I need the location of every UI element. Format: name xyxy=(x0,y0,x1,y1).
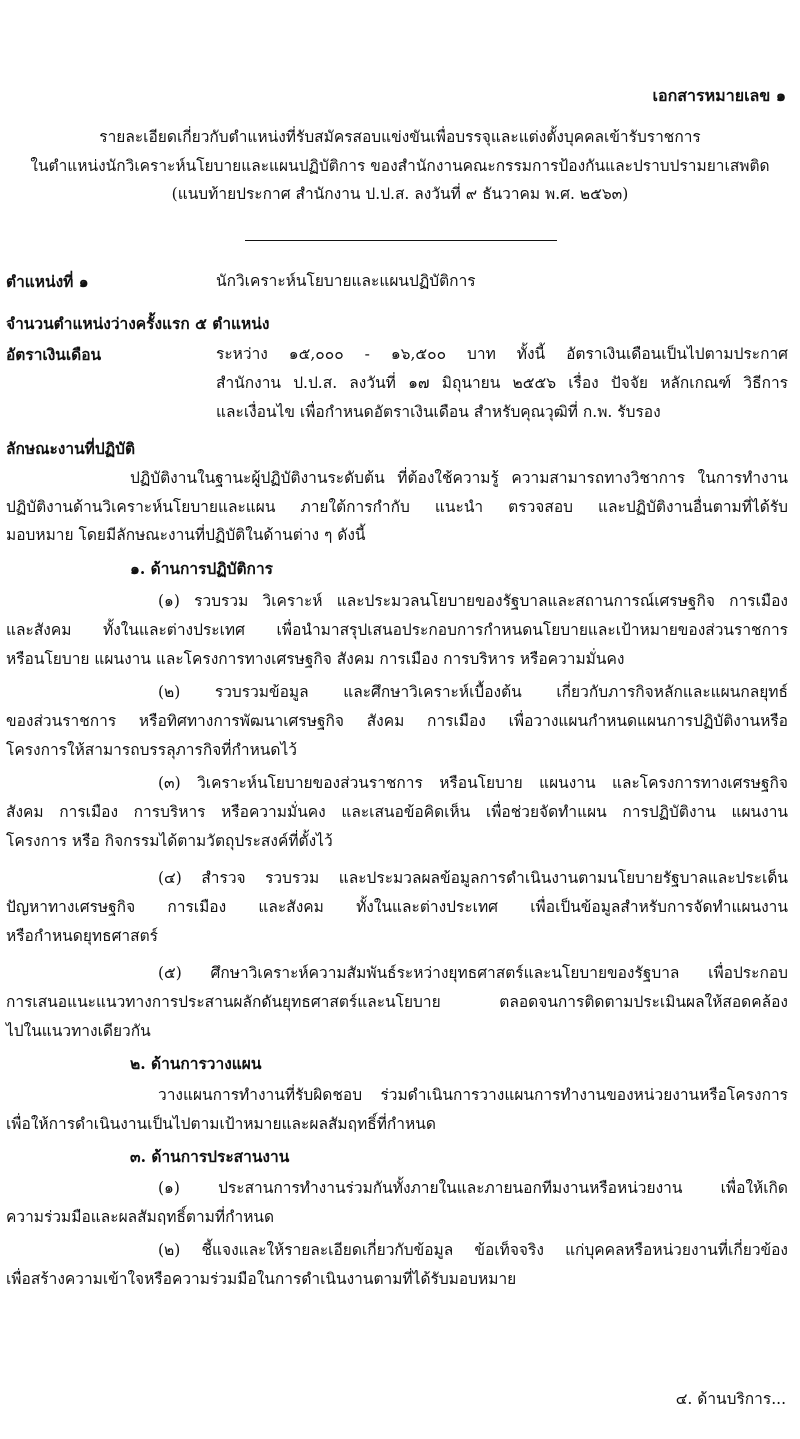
section-2-heading: ๒. ด้านการวางแผน xyxy=(130,1054,262,1073)
section-1-p3-line-3: โครงการ หรือ กิจกรรมได้ตามวัตถุประสงค์ที่ตั้งไว้ xyxy=(6,832,333,850)
section-1-p4-line-2: ปัญหาทางเศรษฐกิจ การเมือง และสังคม ทั้งในและต่างประเทศ เพื่อเป็นข้อมูลสำหรับการจัดทำแผนงาน xyxy=(6,898,788,916)
section-1-p1-line-1: (๑) รวบรวม วิเคราะห์ และประมวลนโยบายของรัฐบาลและสถานการณ์เศรษฐกิจ การเมือง xyxy=(158,592,788,610)
header-divider xyxy=(245,240,557,241)
header-line-3: (แนบท้ายประกาศ สำนักงาน ป.ป.ส. ลงวันที่ ๙ ธันวาคม พ.ศ. ๒๕๖๓) xyxy=(171,185,629,203)
section-1-p1-line-2: และสังคม ทั้งในและต่างประเทศ เพื่อนำมาสรุปเสนอประกอบการกำหนดนโยบายและเป้าหมายของส่วนราชการ xyxy=(6,621,788,639)
section-1-p5-line-3: ไปในแนวทางเดียวกัน xyxy=(6,1022,151,1040)
section-1-p5-line-1: (๕) ศึกษาวิเคราะห์ความสัมพันธ์ระหว่างยุทธศาสตร์และนโยบายของรัฐบาล เพื่อประกอบ xyxy=(158,964,788,982)
section-1-p5-line-2: การเสนอแนะแนวทางการประสานผลักดันยุทธศาสตร์และนโยบาย ตลอดจนการติดตามประเมินผลให้สอดคล้อง xyxy=(6,993,788,1011)
header-line-1: รายละเอียดเกี่ยวกับตำแหน่งที่รับสมัครสอบแข่งขันเพื่อบรรจุและแต่งตั้งบุคคลเข้ารับราชการ xyxy=(99,128,701,146)
job-nature-line-1: ปฏิบัติงานในฐานะผู้ปฏิบัติงานระดับต้น ที่ต้องใช้ความรู้ ความสามารถทางวิชาการ ในการทำงาน xyxy=(130,469,788,487)
position-label: ตำแหน่งที่ ๑ xyxy=(6,272,89,291)
position-value: นักวิเคราะห์นโยบายและแผนปฏิบัติการ xyxy=(216,272,476,290)
section-1-p4-line-3: หรือกำหนดยุทธศาสตร์ xyxy=(6,927,158,945)
job-nature-line-3: มอบหมาย โดยมีลักษณะงานที่ปฏิบัติในด้านต่าง ๆ ดังนี้ xyxy=(6,526,366,544)
section-1-p1-line-3: หรือนโยบาย แผนงาน และโครงการทางเศรษฐกิจ สังคม การเมือง การบริหาร หรือความมั่นคง xyxy=(6,650,625,668)
section-2-p1-line-1: วางแผนการทำงานที่รับผิดชอบ ร่วมดำเนินการวางแผนการทำงานของหน่วยงานหรือโครงการ xyxy=(158,1086,788,1104)
section-2-p1-line-2: เพื่อให้การดำเนินงานเป็นไปตามเป้าหมายและผลสัมฤทธิ์ที่กำหนด xyxy=(6,1115,436,1133)
salary-label: อัตราเงินเดือน xyxy=(6,345,102,364)
next-page-continuation: ๔. ด้านบริการ... xyxy=(675,1390,786,1408)
salary-line-2: สำนักงาน ป.ป.ส. ลงวันที่ ๑๗ มิถุนายน ๒๕๕๖ เรื่อง ปัจจัย หลักเกณฑ์ วิธีการ xyxy=(216,374,788,392)
section-1-p3-line-2: สังคม การเมือง การบริหาร หรือความมั่นคง และเสนอข้อคิดเห็น เพื่อช่วยจัดทำแผน การปฏิบัติงาน แผนงาน xyxy=(6,803,788,821)
section-1-p3-line-1: (๓) วิเคราะห์นโยบายของส่วนราชการ หรือนโยบาย แผนงาน และโครงการทางเศรษฐกิจ xyxy=(158,774,788,792)
header-line-2: ในตำแหน่งนักวิเคราะห์นโยบายและแผนปฏิบัติการ ของสำนักงานคณะกรรมการป้องกันและปราบปรามยาเสพติด xyxy=(30,157,770,175)
section-3-heading: ๓. ด้านการประสานงาน xyxy=(130,1147,290,1166)
section-1-heading: ๑. ด้านการปฏิบัติการ xyxy=(130,559,273,578)
vacancy-text: จำนวนตำแหน่งว่างครั้งแรก ๕ ตำแหน่ง xyxy=(6,314,270,333)
section-3-p1-line-2: ความร่วมมือและผลสัมฤทธิ์ตามที่กำหนด xyxy=(6,1208,275,1226)
document-number: เอกสารหมายเลข ๑ xyxy=(652,86,786,105)
section-1-p2-line-3: โครงการให้สามารถบรรลุภารกิจที่กำหนดไว้ xyxy=(6,741,297,759)
section-3-p2-line-2: เพื่อสร้างความเข้าใจหรือความร่วมมือในการดำเนินงานตามที่ได้รับมอบหมาย xyxy=(6,1270,517,1288)
salary-line-3: และเงื่อนไข เพื่อกำหนดอัตราเงินเดือน สำหรับคุณวุฒิที่ ก.พ. รับรอง xyxy=(216,403,661,421)
section-1-p2-line-1: (๒) รวบรวมข้อมูล และศึกษาวิเคราะห์เบื้องต้น เกี่ยวกับภารกิจหลักและแผนกลยุทธ์ xyxy=(158,683,788,701)
job-nature-line-2: ปฏิบัติงานด้านวิเคราะห์นโยบายและแผน ภายใต้การกำกับ แนะนำ ตรวจสอบ และปฏิบัติงานอื่นตามที่ได้รับ xyxy=(6,498,788,516)
section-1-p4-line-1: (๔) สำรวจ รวบรวม และประมวลผลข้อมูลการดำเนินงานตามนโยบายรัฐบาลและประเด็น xyxy=(158,869,788,887)
section-3-p2-line-1: (๒) ชี้แจงและให้รายละเอียดเกี่ยวกับข้อมูล ข้อเท็จจริง แก่บุคคลหรือหน่วยงานที่เกี่ยวข้อง xyxy=(158,1241,788,1259)
section-3-p1-line-1: (๑) ประสานการทำงานร่วมกันทั้งภายในและภายนอกทีมงานหรือหน่วยงาน เพื่อให้เกิด xyxy=(158,1179,788,1197)
job-nature-heading: ลักษณะงานที่ปฏิบัติ xyxy=(6,439,136,458)
salary-line-1: ระหว่าง ๑๕,๐๐๐ - ๑๖,๕๐๐ บาท ทั้งนี้ อัตราเงินเดือนเป็นไปตามประกาศ xyxy=(216,345,788,363)
section-1-p2-line-2: ของส่วนราชการ หรือทิศทางการพัฒนาเศรษฐกิจ สังคม การเมือง เพื่อวางแผนกำหนดแผนการปฏิบัติงานหรือ xyxy=(6,712,788,730)
